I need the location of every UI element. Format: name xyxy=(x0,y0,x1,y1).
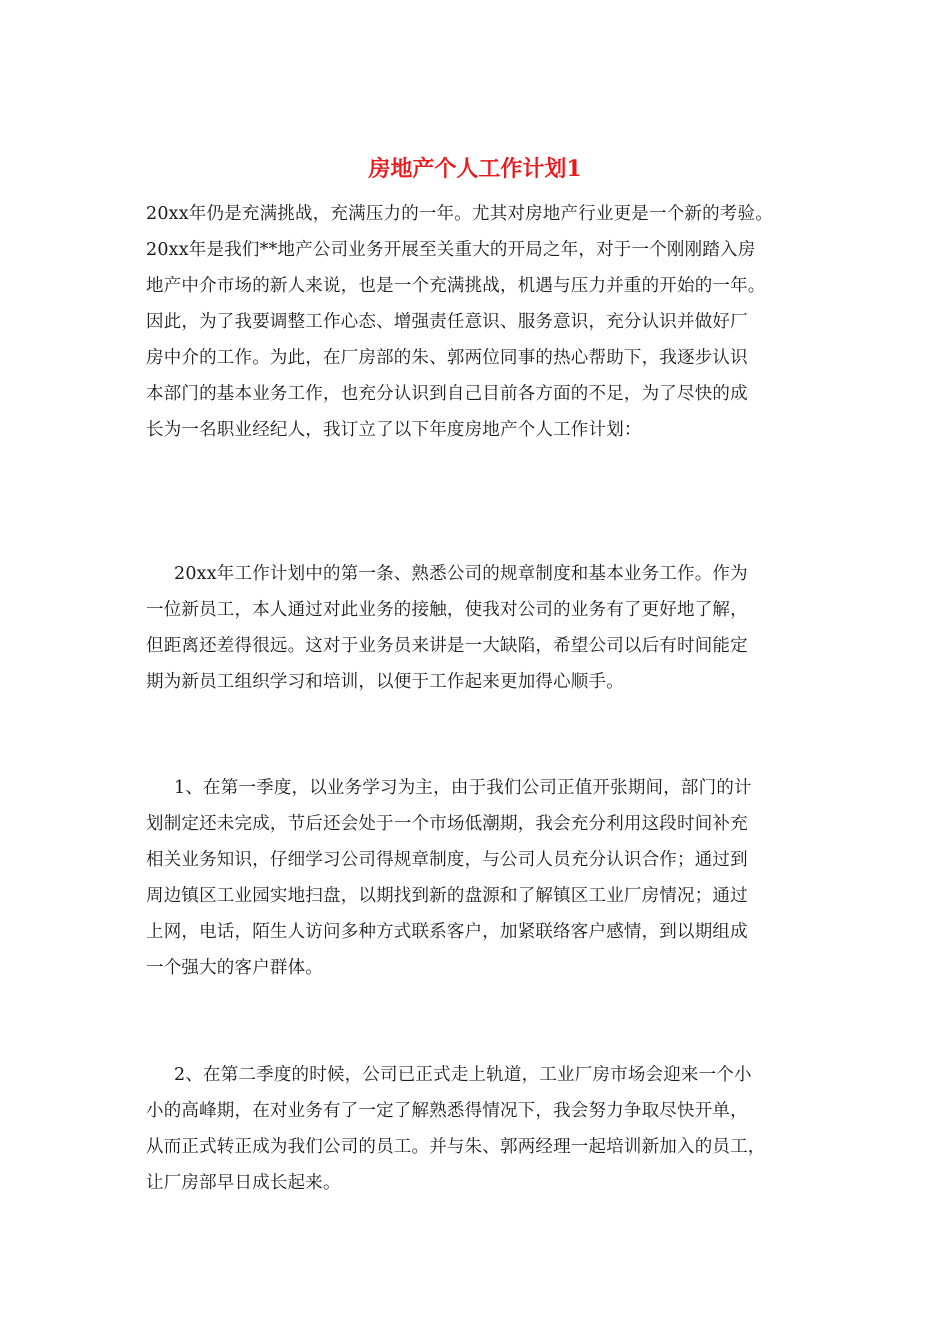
paragraph-line: 1、在第一季度，以业务学习为主，由于我们公司正值开张期间，部门的计 xyxy=(174,778,752,798)
paragraph-line: 本部门的基本业务工作，也充分认识到自己目前各方面的不足，为了尽快的成 xyxy=(146,384,748,404)
paragraph-intro xyxy=(146,196,818,448)
paragraph-line: 上网，电话，陌生人访问多种方式联系客户，加紧联络客户感情，到以期组成 xyxy=(146,922,748,942)
paragraph-line: 划制定还未完成，节后还会处于一个市场低潮期，我会充分利用这段时间补充 xyxy=(146,814,748,834)
paragraph-q1 xyxy=(146,770,818,986)
paragraph-line: 周边镇区工业园实地扫盘，以期找到新的盘源和了解镇区工业厂房情况；通过 xyxy=(146,886,748,906)
paragraph-line: 一个强大的客户群体。 xyxy=(146,958,323,978)
paragraph-line: 20xx年仍是充满挑战，充满压力的一年。尤其对房地产行业更是一个新的考验。 xyxy=(146,204,773,224)
paragraph-line: 房中介的工作。为此，在厂房部的朱、郭两位同事的热心帮助下，我逐步认识 xyxy=(146,348,748,368)
paragraph-q2 xyxy=(146,1057,818,1201)
paragraph-line: 但距离还差得很远。这对于业务员来讲是一大缺陷，希望公司以后有时间能定 xyxy=(146,636,748,656)
paragraph-plan-item-1 xyxy=(146,556,818,700)
paragraph-line: 让厂房部早日成长起来。 xyxy=(146,1173,341,1193)
paragraph-line: 20xx年是我们**地产公司业务开展至关重大的开局之年，对于一个刚刚踏入房 xyxy=(146,240,756,260)
paragraph-line: 期为新员工组织学习和培训，以便于工作起来更加得心顺手。 xyxy=(146,672,624,692)
paragraph-line: 地产中介市场的新人来说，也是一个充满挑战，机遇与压力并重的开始的一年。 xyxy=(146,276,766,296)
document-title: 房地产个人工作计划1 xyxy=(368,156,582,182)
paragraph-line: 2、在第二季度的时候，公司已正式走上轨道，工业厂房市场会迎来一个小 xyxy=(174,1065,752,1085)
paragraph-line: 因此，为了我要调整工作心态、增强责任意识、服务意识，充分认识并做好厂 xyxy=(146,312,748,332)
paragraph-line: 相关业务知识，仔细学习公司得规章制度，与公司人员充分认识合作；通过到 xyxy=(146,850,748,870)
paragraph-line: 小的高峰期，在对业务有了一定了解熟悉得情况下，我会努力争取尽快开单， xyxy=(146,1101,748,1121)
paragraph-line: 长为一名职业经纪人，我订立了以下年度房地产个人工作计划： xyxy=(146,420,642,440)
paragraph-line: 一位新员工，本人通过对此业务的接触，使我对公司的业务有了更好地了解， xyxy=(146,600,748,620)
paragraph-line: 20xx年工作计划中的第一条、熟悉公司的规章制度和基本业务工作。作为 xyxy=(174,564,748,584)
paragraph-line: 从而正式转正成为我们公司的员工。并与朱、郭两经理一起培训新加入的员工， xyxy=(146,1137,766,1157)
